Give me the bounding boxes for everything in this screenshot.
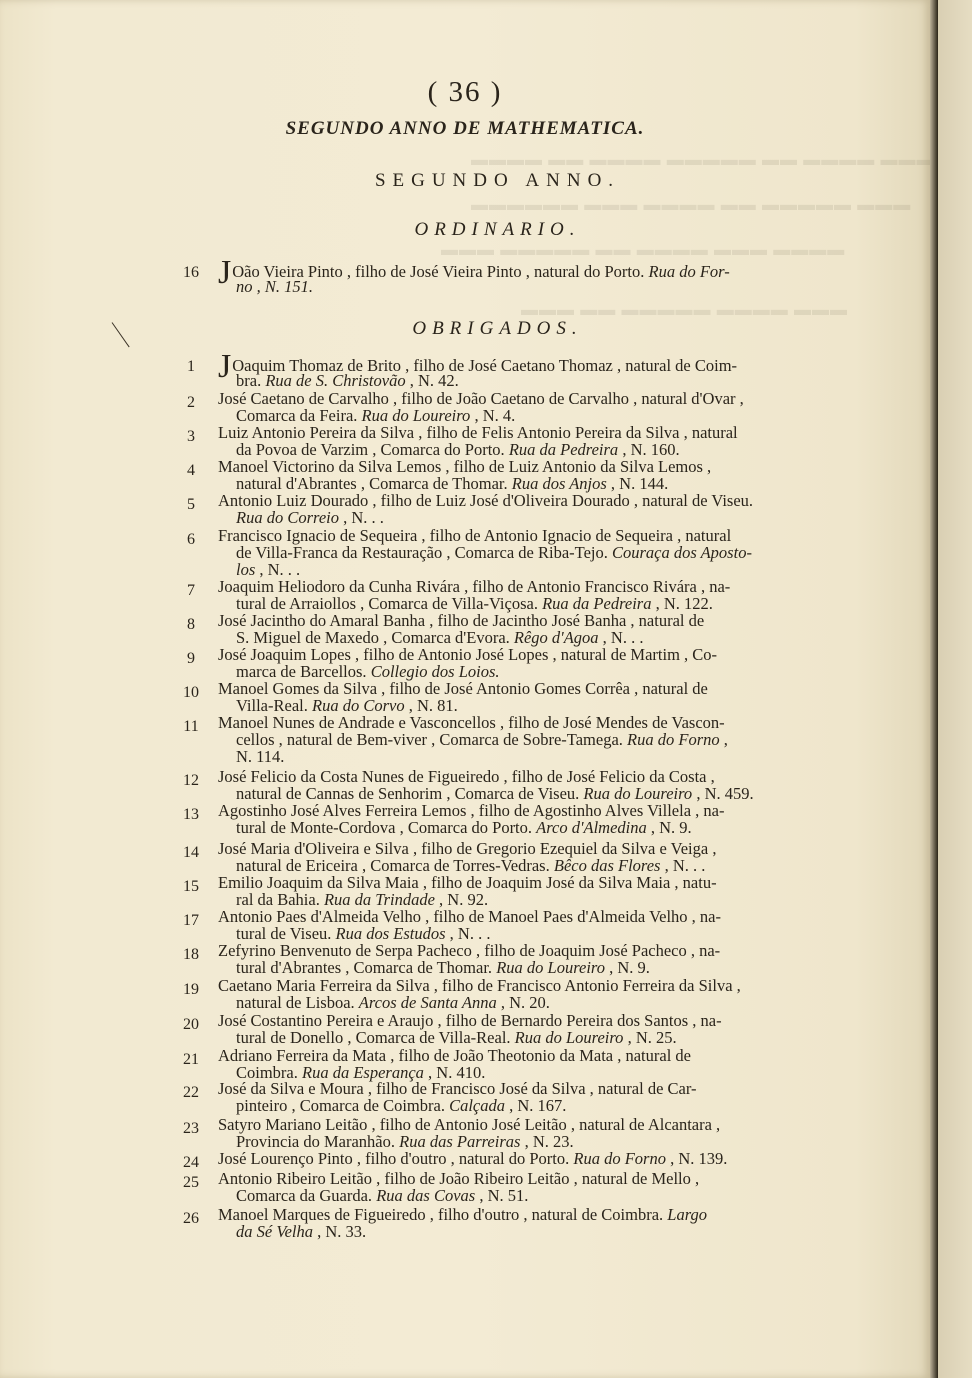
- entry-address: Arcos de Santa Anna: [358, 993, 497, 1012]
- entry-text: , N. 23.: [520, 1132, 574, 1151]
- entry-text: , N. 4.: [470, 406, 516, 425]
- entry-text: ,: [719, 730, 728, 749]
- entry-text: marca de Barcellos.: [236, 662, 371, 681]
- entry-address: los: [236, 560, 256, 579]
- entry-text: , N. 92.: [434, 890, 489, 909]
- entry-text: Coimbra.: [236, 1063, 302, 1082]
- entry-number: 18: [183, 946, 199, 963]
- entry-number: 8: [187, 616, 195, 633]
- entry-text: , N. . .: [660, 856, 706, 875]
- entry-text: natural de Ericeira , Comarca de Torres-Vedras.: [236, 856, 554, 875]
- entry-text: , N. . .: [255, 560, 301, 579]
- entry-line-1: [218, 458, 711, 475]
- entry-text: Provincia do Maranhão.: [236, 1132, 400, 1151]
- entry-text: da Povoa de Varzim , Comarca do Porto.: [236, 440, 509, 459]
- entry-text: José Felicio da Costa Nunes de Figueiredo , filho de José Felicio da Costa ,: [218, 767, 715, 786]
- entry-line-2: [236, 441, 680, 458]
- entry-text: S. Miguel de Maxedo , Comarca d'Evora.: [236, 628, 514, 647]
- entry-text: de Villa-Franca da Restauração , Comarca de Riba-Tejo.: [236, 543, 612, 562]
- entry-address: Rua do Loureiro: [361, 406, 471, 425]
- entry-number: 13: [183, 806, 199, 823]
- entry-line-2: [236, 1029, 677, 1046]
- entry-line-1: [218, 680, 708, 697]
- entry-line-1: [218, 527, 731, 544]
- entry-address: Couraça dos Aposto-: [611, 543, 752, 562]
- entry-text: bra.: [236, 371, 266, 390]
- entry-text: José Jacintho do Amaral Banha , filho de Jacintho José Banha , natural de: [218, 611, 705, 630]
- entry-text: Manoel Victorino da Silva Lemos , filho de Luiz Antonio da Silva Lemos ,: [218, 457, 712, 476]
- entry-text: cellos , natural de Bem-viver , Comarca de Sobre-Tamega.: [236, 730, 628, 749]
- entry-line-1: [218, 612, 704, 629]
- entry-text: , N. 139.: [665, 1149, 728, 1168]
- entry-text: pinteiro , Comarca de Coimbra.: [236, 1096, 450, 1115]
- entry-text: Manoel Nunes de Andrade e Vasconcellos , filho de José Mendes de Vascon-: [218, 713, 725, 732]
- entry-line-1: [218, 942, 720, 959]
- entry-text: Villa-Real.: [236, 696, 312, 715]
- entry-text: José Joaquim Lopes , filho de Antonio José Lopes , natural de Martim , Co-: [218, 645, 718, 664]
- entry-address: Rua do Forno: [627, 730, 720, 749]
- entry-line-2: [236, 278, 313, 295]
- entry-number: 16: [183, 264, 199, 281]
- entry-text: Antonio Ribeiro Leitão , filho de João Ribeiro Leitão , natural de Mello ,: [218, 1169, 700, 1188]
- entry-line-2: [236, 407, 515, 424]
- entry-text: tural de Arraiollos , Comarca de Villa-Viçosa.: [236, 594, 543, 613]
- entry-line-2: [236, 785, 754, 802]
- entry-line-2: [236, 1097, 566, 1114]
- entry-line-1: [218, 977, 741, 994]
- entry-line-2: [236, 372, 459, 389]
- entry-text: tural de Monte-Cordova , Comarca do Porto.: [236, 818, 537, 837]
- entry-text: Emilio Joaquim da Silva Maia , filho de Joaquim José da Silva Maia , natu-: [218, 873, 717, 892]
- entry-text: Comarca da Guarda.: [236, 1186, 377, 1205]
- entry-line-1: [218, 714, 725, 731]
- entry-number: 17: [183, 912, 199, 929]
- entry-text: , N. 167.: [505, 1096, 567, 1115]
- entry-number: 12: [183, 772, 199, 789]
- entry-line-1: [218, 1047, 691, 1064]
- bleed-through-text: ▬▬▬▬ ▬▬▬ ▬▬▬▬ ▬▬ ▬▬▬▬▬ ▬▬▬: [440, 240, 845, 259]
- entry-text: Zefyrino Benvenuto de Serpa Pacheco , filho de Joaquim José Pacheco , na-: [218, 941, 721, 960]
- entry-text: natural d'Abrantes , Comarca de Thomar.: [236, 474, 512, 493]
- entry-line-2: [236, 595, 713, 612]
- entry-text: José Caetano de Carvalho , filho de João Caetano de Carvalho , natural d'Ovar ,: [218, 389, 744, 408]
- entry-number: 21: [183, 1051, 199, 1068]
- adjacent-page: [938, 0, 972, 1378]
- entry-address: Rua do Loureiro: [583, 784, 693, 803]
- bleed-through-text: ▬▬▬ ▬▬▬▬ ▬▬ ▬▬▬▬▬ ▬▬▬▬ ▬▬ ▬▬▬▬: [470, 150, 934, 169]
- entry-address: Rua da Pedreira: [508, 440, 619, 459]
- entry-line-2: [236, 561, 300, 578]
- entry-text: ral da Bahia.: [236, 890, 324, 909]
- entry-address: Rua das Covas: [376, 1186, 476, 1205]
- year-title: SEGUNDO ANNO.: [374, 170, 621, 191]
- entry-line-2: [236, 509, 384, 526]
- entry-line-2: [236, 891, 488, 908]
- entry-address: Rua dos Estudos: [335, 924, 446, 943]
- entry-text: José Costantino Pereira e Araujo , filho de Bernardo Pereira dos Santos , na-: [218, 1011, 722, 1030]
- entry-address: Rua do For-: [648, 262, 730, 281]
- entry-address: no: [236, 277, 253, 296]
- entry-address: Rua das Parreiras: [399, 1132, 521, 1151]
- entry-text: Comarca da Feira.: [236, 406, 362, 425]
- ordinario-heading: ORDINARIO.: [414, 219, 581, 240]
- entry-line-2: [236, 925, 490, 942]
- entry-address: Rua dos Anjos: [511, 474, 607, 493]
- entry-address: Collegio dos Loios.: [370, 662, 500, 681]
- entry-line-2: [236, 544, 752, 561]
- entry-address: Rua do Loureiro: [496, 958, 605, 977]
- entry-text: Oaquim Thomaz de Brito , filho de José Caetano Thomaz , natural de Coim-: [232, 356, 738, 375]
- entry-number: 3: [187, 428, 195, 445]
- entry-text: , N. 459.: [692, 784, 754, 803]
- entry-text: N. 114.: [236, 747, 285, 766]
- entry-text: , N. 122.: [651, 594, 713, 613]
- entry-text: Joaquim Heliodoro da Cunha Rivára , filho de Antonio Francisco Rivára , na-: [218, 577, 731, 596]
- entry-line-2: [236, 629, 643, 646]
- entry-number: 2: [187, 394, 195, 411]
- entry-number: 14: [183, 844, 199, 861]
- entry-text: Agostinho José Alves Ferreira Lemos , filho de Agostinho Alves Villela , na-: [218, 801, 725, 820]
- entry-address: Rua da Esperança: [302, 1063, 424, 1082]
- entry-text: José da Silva e Moura , filho de Francisco José da Silva , natural de Car-: [218, 1079, 697, 1098]
- entry-number: 24: [183, 1154, 199, 1171]
- entry-line-2: [236, 663, 500, 680]
- entry-number: 20: [183, 1016, 199, 1033]
- entry-line-1: [218, 646, 717, 663]
- entry-text: Caetano Maria Ferreira da Silva , filho de Francisco Antonio Ferreira da Silva ,: [218, 976, 741, 995]
- drop-capital: J: [218, 254, 232, 291]
- entry-text: Francisco Ignacio de Sequeira , filho de Antonio Ignacio de Sequeira , natural: [218, 526, 732, 545]
- entry-address: Rua do Correio: [236, 508, 339, 527]
- entry-line-2: [236, 819, 692, 836]
- entry-text: , N. . .: [598, 628, 644, 647]
- entry-number: 25: [183, 1174, 199, 1191]
- entry-text: , N. 9.: [646, 818, 692, 837]
- entry-text: , N. 410.: [423, 1063, 486, 1082]
- entry-number: 4: [187, 462, 195, 479]
- entry-number: 23: [183, 1120, 199, 1137]
- entry-address: Calçada: [449, 1096, 505, 1115]
- entry-line-1: [218, 1206, 707, 1223]
- entry-text: tural de Donello , Comarca de Villa-Real.: [236, 1028, 515, 1047]
- entry-number: 5: [187, 496, 195, 513]
- entry-line-1: [218, 1012, 722, 1029]
- entry-text: , N. 25.: [623, 1028, 677, 1047]
- entry-number: 11: [183, 718, 199, 735]
- entry-address: , N. 151.: [252, 277, 314, 296]
- entry-number: 26: [183, 1210, 199, 1227]
- entry-text: tural d'Abrantes , Comarca de Thomar.: [236, 958, 497, 977]
- entry-line-2: [236, 994, 550, 1011]
- entry-line-2: [236, 1133, 574, 1150]
- section-title: SEGUNDO ANNO DE MATHEMATICA.: [285, 118, 645, 139]
- entry-line-2: [236, 748, 284, 765]
- entry-address: Rua do Loureiro: [514, 1028, 624, 1047]
- drop-capital: J: [218, 348, 232, 385]
- entry-number: 22: [183, 1084, 199, 1101]
- entry-text: Oão Vieira Pinto , filho de José Vieira Pinto , natural do Porto.: [232, 262, 649, 281]
- entry-line-1: [218, 1080, 697, 1097]
- entry-line-1: [218, 578, 730, 595]
- entry-text: , N. 81.: [404, 696, 458, 715]
- bleed-through-text: ▬▬▬ ▬▬▬▬▬ ▬▬ ▬▬▬▬ ▬▬▬ ▬▬▬▬▬▬: [470, 195, 911, 214]
- entry-address: Largo: [667, 1205, 708, 1224]
- entry-text: , N. . .: [338, 508, 384, 527]
- entry-text: , N. 33.: [312, 1222, 367, 1241]
- entry-line-2: [236, 1187, 528, 1204]
- entry-line-1: [218, 840, 716, 857]
- entry-number: 1: [187, 358, 195, 375]
- entry-text: , N. 51.: [475, 1186, 529, 1205]
- entry-line-2: [236, 959, 650, 976]
- entry-number: 19: [183, 981, 199, 998]
- entry-number: 10: [183, 684, 199, 701]
- entry-line-1: [218, 424, 738, 441]
- entry-address: Arco d'Almedina: [536, 818, 647, 837]
- entry-address: Rêgo d'Agoa: [513, 628, 599, 647]
- entry-text: Satyro Mariano Leitão , filho de Antonio José Leitão , natural de Alcantara ,: [218, 1115, 721, 1134]
- entry-line-2: [236, 475, 668, 492]
- page-gutter: [930, 0, 938, 1378]
- entry-text: Manoel Marques de Figueiredo , filho d'outro , natural de Coimbra.: [218, 1205, 668, 1224]
- entry-text: , N. 20.: [496, 993, 550, 1012]
- entry-line-1: [218, 802, 724, 819]
- entry-line-1: [218, 874, 717, 891]
- entry-address: Rua do Corvo: [311, 696, 405, 715]
- entry-address: Bêco das Flores: [553, 856, 661, 875]
- entry-text: Manoel Gomes da Silva , filho de José Antonio Gomes Corrêa , natural de: [218, 679, 708, 698]
- entry-text: José Lourenço Pinto , filho d'outro , natural do Porto.: [218, 1149, 574, 1168]
- entry-text: tural de Viseu.: [236, 924, 336, 943]
- entry-text: , N. 9.: [604, 958, 650, 977]
- entry-line-2: [236, 731, 728, 748]
- entry-text: , N. 144.: [606, 474, 669, 493]
- entry-address: Rua da Trindade: [323, 890, 435, 909]
- entry-text: José Maria d'Oliveira e Silva , filho de Gregorio Ezequiel da Silva e Veiga ,: [218, 839, 717, 858]
- entry-line-1: [218, 390, 744, 407]
- entry-line-2: [236, 857, 705, 874]
- entry-number: 7: [187, 582, 195, 599]
- entry-line-1: [218, 908, 721, 925]
- entry-text: Antonio Paes d'Almeida Velho , filho de Manoel Paes d'Almeida Velho , na-: [218, 907, 722, 926]
- entry-address: Rua de S. Christovão: [265, 371, 406, 390]
- entry-text: Luiz Antonio Pereira da Silva , filho de Felis Antonio Pereira da Silva , natural: [218, 423, 738, 442]
- entry-number: 15: [183, 878, 199, 895]
- entry-line-1: [218, 768, 715, 785]
- entry-address: da Sé Velha: [236, 1222, 313, 1241]
- entry-text: natural de Lisboa.: [236, 993, 359, 1012]
- obrigados-heading: OBRIGADOS.: [412, 318, 583, 339]
- entry-text: , N. 42.: [405, 371, 459, 390]
- page-number: ( 36 ): [427, 76, 503, 108]
- entry-text: Antonio Luiz Dourado , filho de Luiz José d'Oliveira Dourado , natural de Viseu.: [218, 491, 754, 510]
- entry-number: 9: [187, 650, 195, 667]
- entry-line-1: [218, 1170, 699, 1187]
- entry-address: Rua da Pedreira: [542, 594, 652, 613]
- entry-text: natural de Cannas de Senhorim , Comarca de Viseu.: [236, 784, 584, 803]
- entry-line-2: [236, 697, 458, 714]
- entry-text: , N. . .: [445, 924, 491, 943]
- entry-line-1: [218, 1116, 720, 1133]
- entry-address: Rua do Forno: [573, 1149, 666, 1168]
- bleed-through-text: ▬▬▬ ▬▬▬▬ ▬▬▬▬▬ ▬▬ ▬▬▬: [520, 300, 847, 319]
- entry-text: Adriano Ferreira da Mata , filho de João Theotonio da Mata , natural de: [218, 1046, 691, 1065]
- entry-text: , N. 160.: [618, 440, 680, 459]
- entry-line-1: [218, 492, 753, 509]
- entry-line-1: [218, 1150, 727, 1167]
- entry-number: 6: [187, 531, 195, 548]
- entry-line-2: [236, 1223, 366, 1240]
